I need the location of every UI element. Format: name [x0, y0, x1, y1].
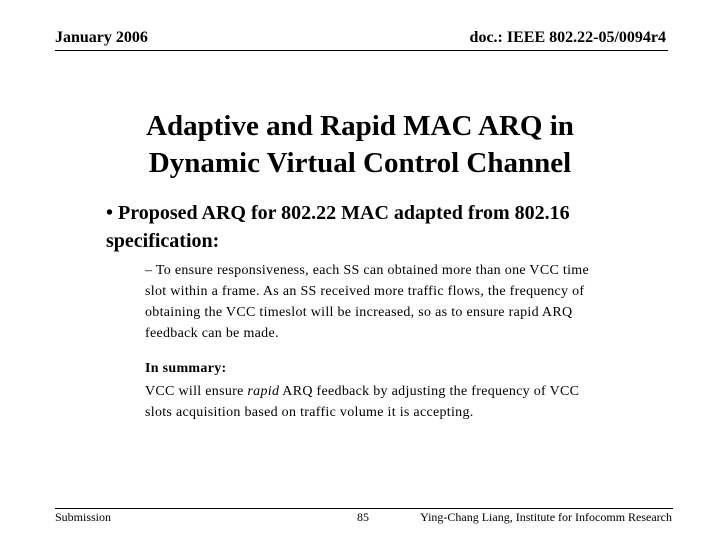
page-number: 85: [357, 510, 369, 524]
summary-emphasis: rapid: [247, 384, 280, 399]
title-line-2: Dynamic Virtual Control Channel: [148, 147, 572, 179]
summary-text-before: VCC will ensure: [145, 384, 248, 399]
summary-heading: In summary:: [145, 361, 227, 376]
summary-block: [145, 358, 605, 423]
footer-submission: Submission: [55, 510, 112, 524]
title-line-1: Adaptive and Rapid MAC ARQ in: [146, 110, 574, 142]
sub-bullet: – To ensure responsiveness, each SS can obtained more than one VCC time slot within a frame. As an SS received more traffic flows, the frequency of obtaining the VCC timeslot will be increased, so as to ensure rapid ARQ feedback can be made.: [145, 263, 589, 341]
header-divider: [55, 50, 668, 51]
summary-text-after: ARQ feedback by adjusting the frequency of VCC slots acquisition based on traffic volume it is accepting.: [145, 384, 580, 420]
footer-author: Ying-Chang Liang, Institute for Infocomm Research: [420, 510, 672, 524]
summary-body: [145, 381, 605, 423]
header-doc-id: doc.: IEEE 802.22-05/0094r4: [469, 29, 666, 46]
footer-divider: [55, 508, 673, 509]
slide-title: [100, 108, 620, 182]
main-bullet: • Proposed ARQ for 802.22 MAC adapted from 802.16 specification:: [106, 202, 570, 252]
header-date: January 2006: [55, 29, 148, 46]
